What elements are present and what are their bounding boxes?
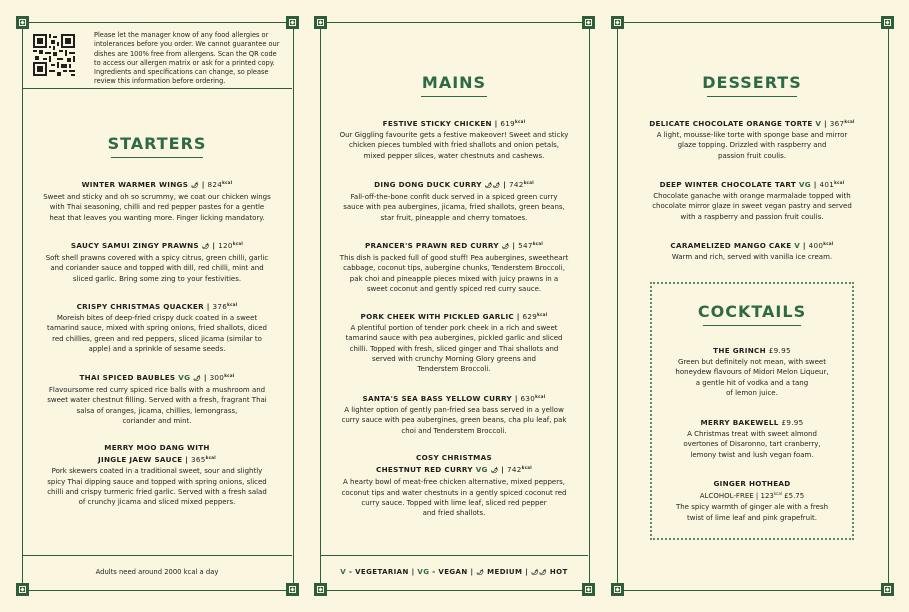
vegetarian-badge: V bbox=[815, 119, 822, 128]
chilli-icon: 🌶 bbox=[476, 569, 485, 576]
dish-kcal: 400 bbox=[808, 241, 824, 250]
dish-description: A light, mousse-like torte with sponge base and mirror glaze topping. Drizzled with raspberry and passion fruit coulis. bbox=[656, 131, 848, 160]
desserts-title: DESSERTS bbox=[617, 73, 887, 97]
dish-kcal: 629 bbox=[522, 312, 538, 321]
chilli-icon: 🌶 bbox=[490, 467, 499, 475]
vegan-badge: VG bbox=[178, 373, 191, 382]
cocktail-kcal: 123 bbox=[760, 492, 774, 501]
chilli-icon: 🌶 bbox=[193, 375, 202, 382]
dish-description: Chocolate ganache with orange marmalade topped with chocolate mirror glaze in sweet vegan pastry and served with a raspberry and passion fruit coulis. bbox=[652, 192, 852, 221]
dish-kcal: 742 bbox=[508, 180, 524, 189]
dish-description: Moreish bites of deep-fried crispy duck coated in a sweet tamarind sauce, mixed with spring onions, fried shallots, diced red chillies, green and red peppers, sliced jicama (similar to apple) and a sprinkle of sesame seeds. bbox=[47, 314, 267, 353]
cocktail-description: The spicy warmth of ginger ale with a fresh twist of lime leaf and pink grapefruit. bbox=[675, 503, 829, 522]
corner-ornament-icon bbox=[16, 583, 29, 596]
corner-ornament-icon bbox=[286, 16, 299, 29]
allergen-notice: Please let the manager know of any food allergies or intolerances before you order. We cannot guarantee our dishes are 100% free from allergens. Scan the QR code to access our allergen matrix or ask for a printed copy. Ingredients and specifications can change, so please review this information before ordering. bbox=[94, 31, 280, 86]
hot-chilli-icon: 🌶🌶 bbox=[531, 569, 548, 576]
dish-description: A hearty bowl of meat-free chicken alternative, mixed peppers, coconut tips and water chestnuts in a gently spiced coconut red curry sauce. Topped with lime leaf, sliced red pepper and fried shallots. bbox=[341, 478, 567, 518]
dish-description: Fall-off-the-bone confit duck served in a spiced green curry sauce with pea aubergines, jicama, fried shallots, green beans, star fruit, pineapple and cherry tomatoes. bbox=[343, 193, 565, 222]
footer-divider bbox=[22, 555, 292, 556]
dish-description: A lighter option of gently pan-fried sea bass served in a yellow curry sauce with pea aubergines, green beans, cha plu leaf, pak choi and Tenderstem Broccoli. bbox=[341, 406, 567, 435]
menu-item: FESTIVE STICKY CHICKEN | $619^{kcal}$ Our Giggling favourite gets a festive makeover! Sweet and sticky chicken pieces tumbled with fried shallots and onion petals, mixed pepper slices, water chestnuts and cashews. bbox=[322, 117, 586, 161]
dish-name-line2: CHESTNUT RED CURRY bbox=[376, 465, 473, 475]
corner-ornament-icon bbox=[881, 16, 894, 29]
dish-kcal: 300 bbox=[209, 373, 225, 382]
corner-ornament-icon bbox=[881, 583, 894, 596]
dish-kcal: 824 bbox=[207, 180, 223, 189]
cocktail-description: A Christmas treat with sweet almond overtones of Disaronno, tart cranberry, lemony twist and lush vegan foam. bbox=[683, 430, 821, 459]
dish-description: Sweet and sticky and oh so scrummy, we coat our chicken wings with Thai seasoning, chilli and red pepper pastes for a gentle heat that leaves you wanting more. Finger licking mandatory. bbox=[43, 193, 271, 222]
menu-item: MERRY MOO DANG WITH JINGLE JAEW SAUCE | $365^{kcal}$ Pork skewers coated in a traditional sweet, sour and slightly spicy Thai dipping sauce and topped with spring onions, sliced chilli and crispy turmeric fried garlic. Served with a fresh salad of crunchy jicama and sliced mixed peppers. bbox=[24, 443, 290, 507]
dish-name: THAI SPICED BAUBLES bbox=[79, 373, 176, 382]
dish-description: This dish is packed full of good stuff! Pea aubergines, sweetheart cabbage, coconut tips, aubergine chunks, Tenderstem Broccoli, pak choi and pineapple pieces mixed with juicy prawns in a sweet coconut and gently spiced red curry sauce. bbox=[339, 254, 569, 293]
dish-description: A plentiful portion of tender pork cheek in a rich and sweet tamarind sauce with pea aubergines, pickled garlic and sliced chilli. Topped with fresh, sliced ginger and Thai shallots and served with crunchy Morning Glory greens and Tenderstem Broccoli. bbox=[345, 324, 563, 374]
dish-kcal: 547 bbox=[518, 241, 533, 250]
cocktail-subline: ALCOHOL-FREE bbox=[699, 492, 754, 501]
dish-name: PORK CHEEK WITH PICKLED GARLIC bbox=[360, 312, 514, 321]
cocktail-item bbox=[654, 418, 850, 460]
menu-item: CRISPY CHRISTMAS QUACKER | $376^{kcal}$ Moreish bites of deep-fried crispy duck coated in a sweet tamarind sauce, mixed with spring onions, fried shallots, diced red chillies, green and red peppers, sliced jicama (similar to apple) and a sprinkle of sesame seeds. bbox=[24, 300, 290, 354]
corner-ornament-icon bbox=[582, 583, 595, 596]
dish-description: Soft shell prawns covered with a spicy citrus, green chilli, garlic and coriander sauce and topped with dill, red chilli, mint and sliced garlic. Bring some zing to your festivities. bbox=[45, 254, 269, 283]
menu-item: CARAMELIZED MANGO CAKE V | $400^{kcal}$ Warm and rich, served with vanilla ice cream. bbox=[619, 239, 885, 262]
cocktail-name: MERRY BAKEWELL bbox=[700, 418, 779, 427]
qr-code-icon[interactable] bbox=[33, 34, 75, 76]
dish-kcal: 742 bbox=[507, 465, 522, 475]
dish-name: DING DONG DUCK CURRY bbox=[374, 180, 482, 189]
dish-kcal: 365 bbox=[191, 455, 206, 465]
dish-name: COSY CHRISTMAS bbox=[416, 453, 492, 462]
vegetarian-badge: V bbox=[794, 241, 801, 250]
menu-item: SANTA'S SEA BASS YELLOW CURRY | $630^{kcal}$ A lighter option of gently pan-fried sea bass served in a yellow curry sauce with pea aubergines, green beans, cha plu leaf, pak choi and Tenderstem Broccoli. bbox=[322, 392, 586, 436]
dish-name: DEEP WINTER CHOCOLATE TART bbox=[659, 180, 797, 189]
corner-ornament-icon bbox=[314, 16, 327, 29]
dish-name: CRISPY CHRISTMAS QUACKER bbox=[76, 302, 204, 311]
menu-item: COSY CHRISTMAS CHESTNUT RED CURRY VG 🌶 | $742^{kcal}$ A hearty bowl of meat-free chicken alternative, mixed peppers, coconut tips and water chestnuts in a gently spiced coconut red curry sauce. Topped with lime leaf, sliced red pepper and fried shallots. bbox=[322, 453, 586, 518]
menu-item: PRANCER'S PRAWN RED CURRY 🌶 | $547^{kcal}$ This dish is packed full of good stuff! Pea aubergines, sweetheart cabbage, coconut tips, aubergine chunks, Tenderstem Broccoli, pak choi and pineapple pieces mixed with juicy prawns in a sweet coconut and gently spiced red curry sauce. bbox=[322, 239, 586, 294]
cocktail-item bbox=[654, 346, 850, 398]
dish-name: SANTA'S SEA BASS YELLOW CURRY bbox=[362, 394, 513, 403]
chilli-icon: 🌶 bbox=[501, 243, 510, 250]
chilli-icon: 🌶 bbox=[201, 243, 210, 250]
dish-description: Warm and rich, served with vanilla ice cream. bbox=[671, 253, 833, 262]
dish-description: Flavoursome red curry spiced rice balls with a mushroom and sweet water chestnut filling. Served with a fresh, fragrant Thai salsa of oranges, jicama, chillies, lemongrass, coriander and mint. bbox=[47, 386, 267, 425]
starters-title: STARTERS bbox=[22, 134, 292, 158]
cocktail-name: THE GRINCH bbox=[713, 346, 766, 355]
dish-kcal: 401 bbox=[819, 180, 835, 189]
corner-ornament-icon bbox=[582, 16, 595, 29]
corner-ornament-icon bbox=[611, 16, 624, 29]
cocktail-price: £5.75 bbox=[784, 492, 805, 501]
corner-ornament-icon bbox=[16, 16, 29, 29]
dish-name: MERRY MOO DANG WITH bbox=[104, 443, 210, 452]
notice-divider bbox=[22, 88, 292, 89]
mains-panel bbox=[305, 0, 607, 612]
dietary-legend: V - VEGETARIAN | VG - VEGAN | 🌶 MEDIUM | 🌶🌶 HOT bbox=[340, 568, 568, 576]
cocktail-item: GINGER HOTHEAD ALCOHOL-FREE | $123^{kcal}$ £5.75 The spicy warmth of ginger ale with a fresh twist of lime leaf and pink grapefruit. bbox=[654, 479, 850, 523]
menu-item: THAI SPICED BAUBLES VG 🌶 | $300^{kcal}$ Flavoursome red curry spiced rice balls with a mushroom and sweet water chestnut filling. Served with a fresh, fragrant Thai salsa of oranges, jicama, chillies, lemongrass, coriander and mint. bbox=[24, 371, 290, 426]
vegan-badge: VG bbox=[475, 465, 488, 475]
dish-name: FESTIVE STICKY CHICKEN bbox=[382, 119, 492, 128]
corner-ornament-icon bbox=[611, 583, 624, 596]
dish-name: PRANCER'S PRAWN RED CURRY bbox=[364, 241, 499, 250]
cocktail-description: Green but definitely not mean, with sweet honeydew flavours of Midori Melon Liqueur, a gentle hit of vodka and a tang of lemon juice. bbox=[675, 358, 829, 397]
dish-name: SAUCY SAMUI ZINGY PRAWNS bbox=[70, 241, 199, 250]
dish-name-line2: JINGLE JAEW SAUCE bbox=[98, 455, 183, 465]
menu-item: SAUCY SAMUI ZINGY PRAWNS 🌶 | $120^{kcal}$ Soft shell prawns covered with a spicy citrus, green chilli, garlic and coriander sauce and topped with dill, red chilli, mint and sliced garlic. Bring some zing to your festivities. bbox=[24, 239, 290, 284]
dish-name: DELICATE CHOCOLATE ORANGE TORTE bbox=[649, 119, 813, 128]
dish-kcal: 376 bbox=[212, 302, 228, 311]
mains-title: MAINS bbox=[320, 73, 588, 97]
dish-name: WINTER WARMER WINGS bbox=[81, 180, 189, 189]
vegan-badge: VG bbox=[798, 180, 811, 189]
dish-kcal: 619 bbox=[500, 119, 516, 128]
menu-item: DELICATE CHOCOLATE ORANGE TORTE V | $367^{kcal}$ A light, mousse-like torte with sponge base and mirror glaze topping. Drizzled with raspberry and passion fruit coulis. bbox=[619, 117, 885, 161]
dish-kcal: 367 bbox=[829, 119, 845, 128]
chilli-icon: 🌶 bbox=[191, 182, 199, 189]
kcal-footnote: Adults need around 2000 kcal a day bbox=[95, 568, 219, 576]
dish-name: CARAMELIZED MANGO CAKE bbox=[670, 241, 792, 250]
corner-ornament-icon bbox=[314, 583, 327, 596]
legend-divider bbox=[320, 555, 588, 556]
cocktail-price: £9.95 bbox=[768, 346, 791, 355]
cocktail-name: GINGER HOTHEAD bbox=[713, 479, 791, 488]
desserts-panel bbox=[607, 0, 909, 612]
dish-kcal: 630 bbox=[520, 394, 536, 403]
corner-ornament-icon bbox=[286, 583, 299, 596]
dish-kcal: 120 bbox=[218, 241, 233, 250]
menu-item: WINTER WARMER WINGS 🌶 | $824^{kcal}$ Sweet and sticky and oh so scrummy, we coat our chicken wings with Thai seasoning, chilli and red pepper pastes for a gentle heat that leaves you wanting more. Finger licking mandatory. bbox=[24, 178, 290, 223]
cocktails-title: COCKTAILS bbox=[652, 302, 852, 326]
menu-item: DING DONG DUCK CURRY 🌶🌶 | $742^{kcal}$ Fall-off-the-bone confit duck served in a spiced green curry sauce with pea aubergines, jicama, fried shallots, green beans, star fruit, pineapple and cherry tomatoes. bbox=[322, 178, 586, 223]
starters-panel bbox=[0, 0, 305, 612]
menu-item: DEEP WINTER CHOCOLATE TART VG | $401^{kcal}$ Chocolate ganache with orange marmalade topped with chocolate mirror glaze in sweet vegan pastry and served with a raspberry and passion fruit coulis. bbox=[619, 178, 885, 222]
dish-description: Pork skewers coated in a traditional sweet, sour and slightly spicy Thai dipping sauce and topped with spring onions, sliced chilli and crispy turmeric fried garlic. Served with a fresh salad of crunchy jicama and sliced mixed peppers. bbox=[47, 467, 267, 507]
menu-item: PORK CHEEK WITH PICKLED GARLIC | $629^{kcal}$ A plentiful portion of tender pork cheek in a rich and sweet tamarind sauce with pea aubergines, pickled garlic and sliced chilli. Topped with fresh, sliced ginger and Thai shallots and served with crunchy Morning Glory greens and Tenderstem Broccoli. bbox=[322, 310, 586, 374]
dish-description: Our Giggling favourite gets a festive makeover! Sweet and sticky chicken pieces tumbled with fried shallots and onion petals, mixed pepper slices, water chestnuts and cashews. bbox=[339, 131, 569, 160]
cocktail-price: £9.95 bbox=[781, 418, 804, 427]
hot-chilli-icon: 🌶🌶 bbox=[484, 182, 501, 189]
